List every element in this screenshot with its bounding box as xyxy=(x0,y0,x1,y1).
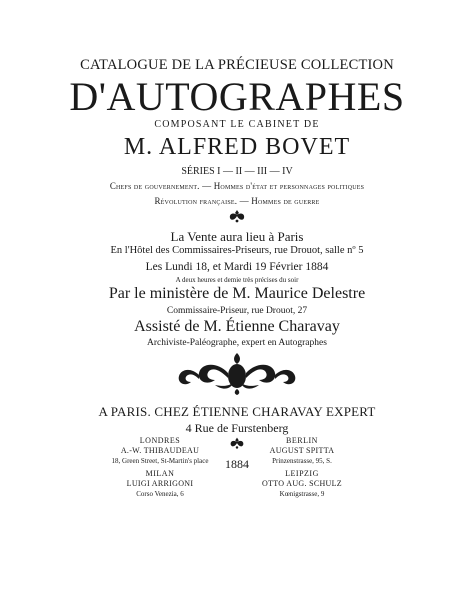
assistant-title: Archiviste-Paléographe, expert en Autographes xyxy=(147,338,327,348)
main-title: D'AUTOGRAPHES xyxy=(69,74,405,119)
publisher-line: A PARIS. CHEZ ÉTIENNE CHARAVAY EXPERT xyxy=(98,404,376,419)
publisher-address: 4 Rue de Furstenberg xyxy=(185,421,289,435)
imprint-name: AUGUST SPITTA xyxy=(269,446,335,455)
imprint-city: MILAN xyxy=(145,469,175,478)
composant-line: COMPOSANT LE CABINET DE xyxy=(154,119,320,130)
imprint-address: Corso Venezia, 6 xyxy=(136,490,184,498)
imprint-leipzig xyxy=(244,469,360,498)
assistant: Assisté de M. Étienne Charavay xyxy=(134,318,340,335)
imprint-city: BERLIN xyxy=(286,436,318,445)
catalogue-heading: CATALOGUE DE LA PRÉCIEUSE COLLECTION xyxy=(80,57,394,73)
imprint-milan xyxy=(105,469,215,498)
sale-location: En l'Hôtel des Commissaires-Priseurs, rue Drouot, salle nº 5 xyxy=(110,245,364,256)
auctioneer: Par le ministère de M. Maurice Delestre xyxy=(108,285,366,302)
series-line: SÉRIES I — II — III — IV xyxy=(181,166,293,177)
publication-year: 1884 xyxy=(225,457,249,471)
imprint-address: Kœnigstrasse, 9 xyxy=(279,490,325,498)
sale-heading: La Vente aura lieu à Paris xyxy=(170,229,304,244)
imprint-city: LEIPZIG xyxy=(285,469,319,478)
imprint-city: LONDRES xyxy=(139,436,181,445)
vignette-ornament xyxy=(175,349,299,395)
imprint-name: A.-W. THIBAUDEAU xyxy=(120,446,200,455)
imprint-address: Prinzenstrasse, 95, S. xyxy=(272,457,332,465)
owner-name: M. ALFRED BOVET xyxy=(123,134,351,160)
categories-line-1: Chefs de gouvernement. — Hommes d'état et personnages politiques xyxy=(109,181,365,191)
fleuron-icon xyxy=(228,209,246,223)
sale-dates: Les Lundi 18, et Mardi 19 Février 1884 xyxy=(145,261,329,273)
auctioneer-title: Commissaire-Priseur, rue Drouot, 27 xyxy=(166,306,308,316)
imprint-address: 18, Green Street, St-Martin's place xyxy=(111,457,209,465)
imprint-name: OTTO AUG. SCHULZ xyxy=(262,479,342,488)
categories-line-2: Révolution française. — Hommes de guerre xyxy=(154,196,320,206)
sale-time: A deux heures et demie très précises du soir xyxy=(175,276,299,284)
imprint-name: LUIGI ARRIGONI xyxy=(126,479,194,488)
